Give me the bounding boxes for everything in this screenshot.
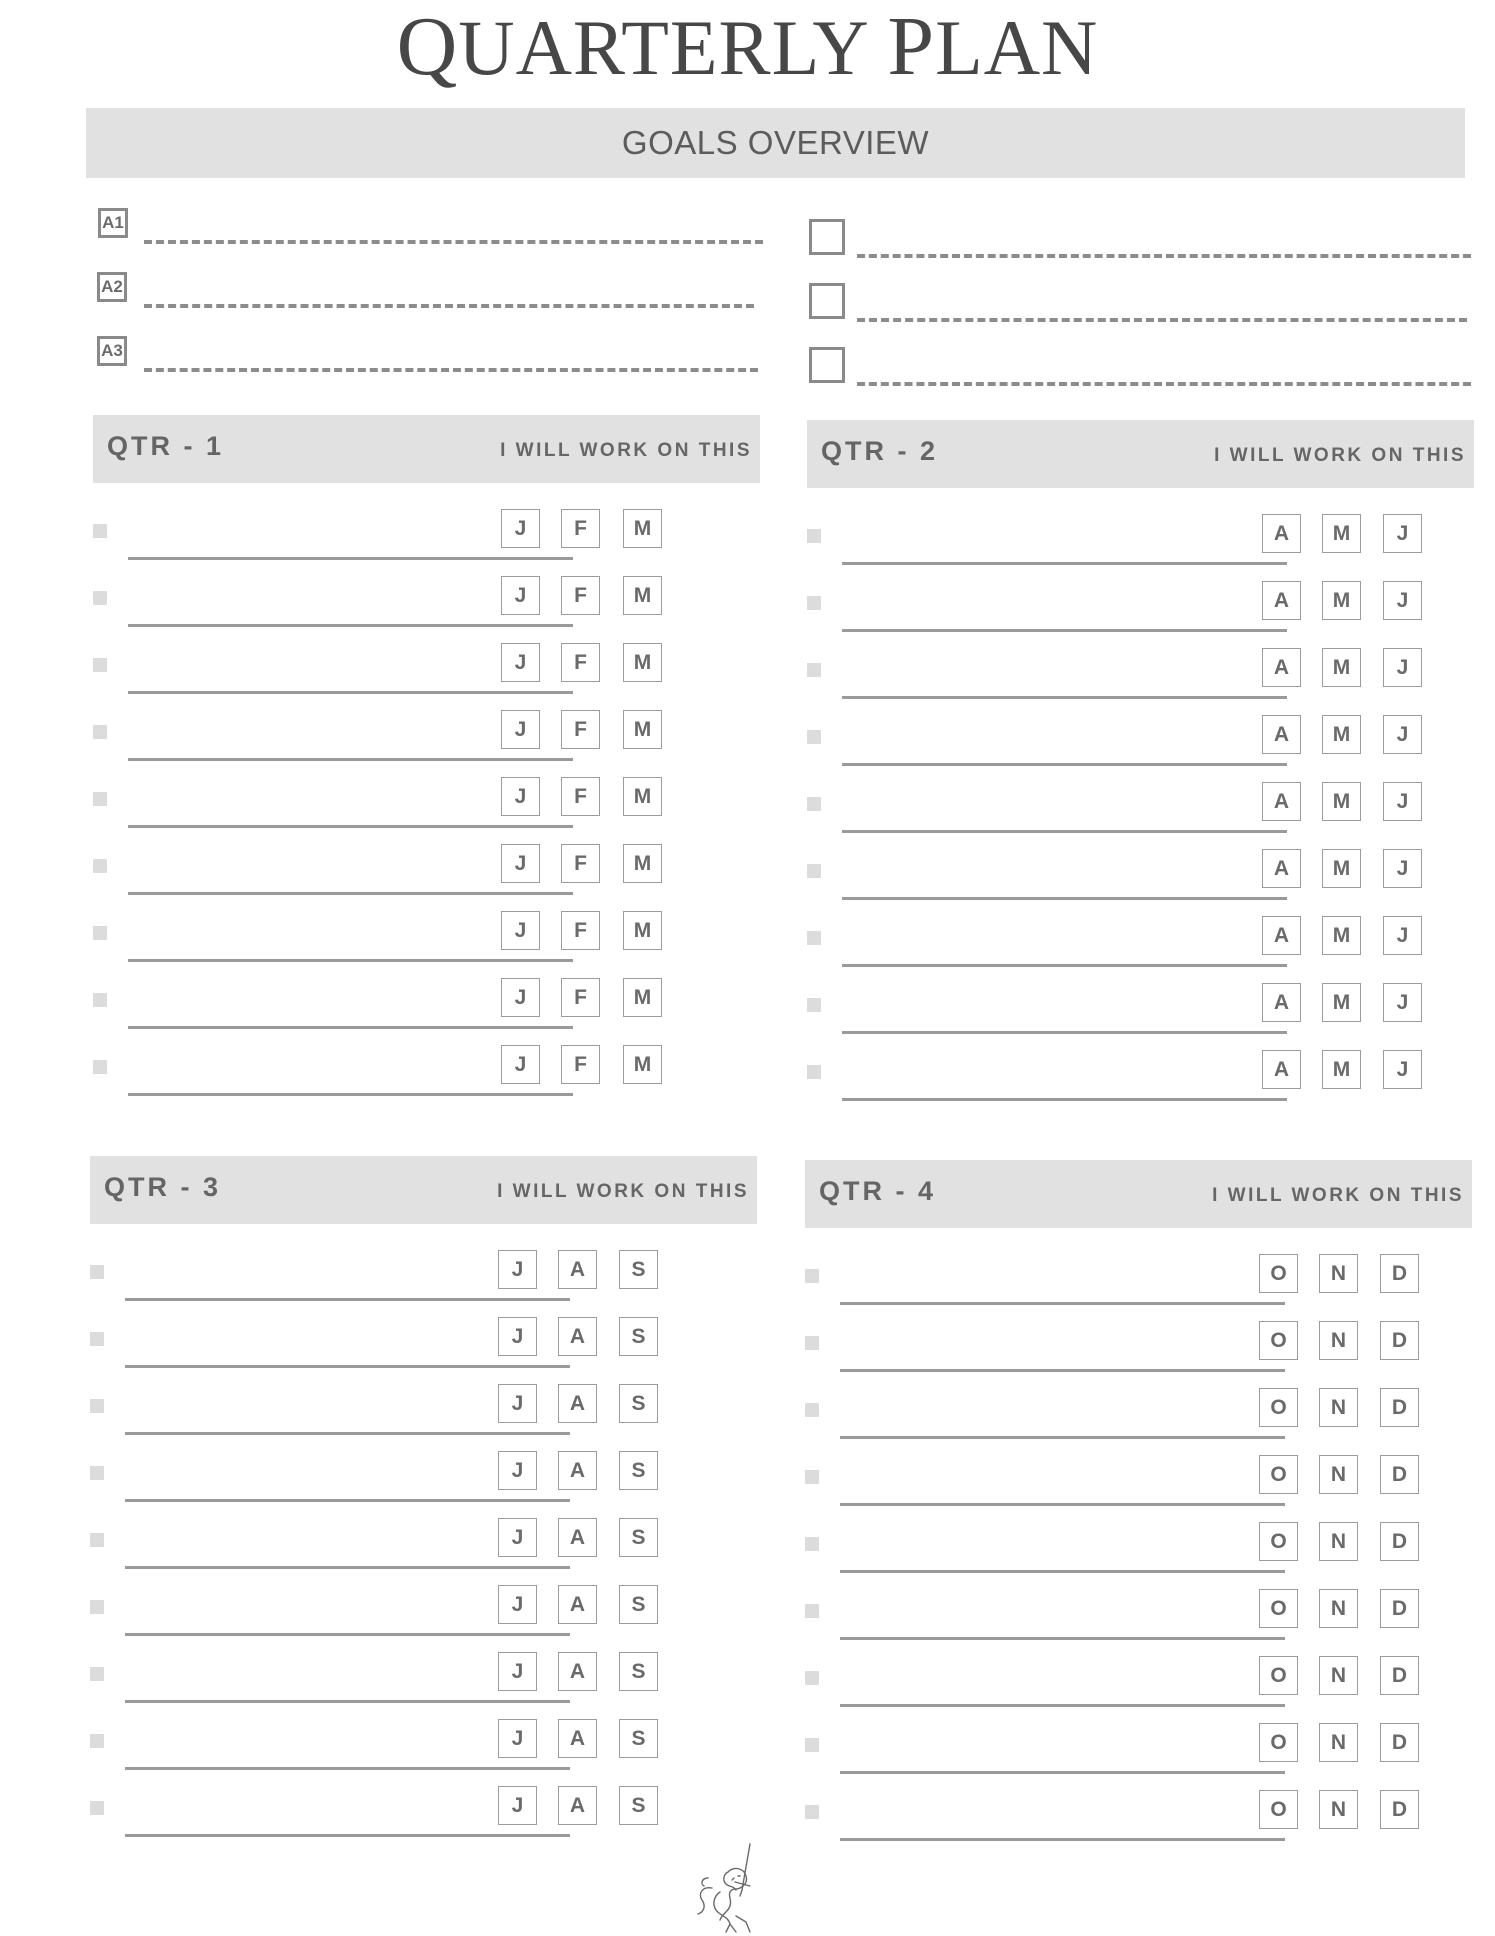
goal-checkbox[interactable]	[809, 283, 845, 319]
task-row[interactable]	[805, 1526, 1472, 1593]
task-input-line[interactable]	[125, 1700, 570, 1703]
month-checkbox[interactable]: F	[561, 911, 600, 950]
month-checkbox[interactable]: O	[1259, 1656, 1298, 1695]
month-checkbox[interactable]: A	[1262, 514, 1301, 553]
month-checkbox[interactable]: A	[1262, 983, 1301, 1022]
task-row[interactable]	[90, 1589, 757, 1656]
goal-checkbox-a2[interactable]: A2	[97, 272, 127, 302]
month-checkbox[interactable]: F	[561, 1045, 600, 1084]
month-checkbox[interactable]: N	[1319, 1455, 1358, 1494]
goal-input-line[interactable]	[144, 304, 754, 308]
task-input-line[interactable]	[128, 959, 573, 962]
month-checkbox[interactable]: J	[1383, 916, 1422, 955]
task-checkbox[interactable]	[90, 1332, 104, 1346]
month-checkbox[interactable]: O	[1259, 1388, 1298, 1427]
month-checkbox[interactable]: F	[561, 777, 600, 816]
month-checkbox[interactable]: A	[558, 1384, 597, 1423]
title-part-lan: LAN	[935, 4, 1099, 91]
month-checkbox[interactable]: D	[1380, 1455, 1419, 1494]
month-checkbox[interactable]: S	[619, 1585, 658, 1624]
month-checkbox[interactable]: A	[558, 1719, 597, 1758]
month-checkbox[interactable]: F	[561, 844, 600, 883]
goal-row-right-2[interactable]	[809, 283, 1474, 323]
month-checkbox[interactable]: M	[1322, 983, 1361, 1022]
month-checkbox[interactable]: A	[558, 1451, 597, 1490]
task-input-line[interactable]	[840, 1838, 1285, 1841]
quarter-title: QTR - 3	[104, 1172, 222, 1202]
task-checkbox[interactable]	[90, 1265, 104, 1279]
task-row[interactable]	[93, 848, 760, 915]
task-row[interactable]	[93, 647, 760, 714]
month-checkbox[interactable]: A	[1262, 648, 1301, 687]
goals-overview-label: GOALS OVERVIEW	[621, 124, 930, 161]
month-checkbox[interactable]: J	[1383, 983, 1422, 1022]
task-checkbox[interactable]	[805, 1336, 819, 1350]
month-checkbox[interactable]: N	[1319, 1790, 1358, 1829]
month-checkbox[interactable]: O	[1259, 1790, 1298, 1829]
goal-row-right-3[interactable]	[809, 347, 1474, 387]
quarter-subtitle: I WILL WORK ON THIS	[497, 1181, 749, 1202]
month-checkbox[interactable]: M	[623, 576, 662, 615]
task-input-line[interactable]	[842, 1098, 1287, 1101]
task-input-line[interactable]	[125, 1499, 570, 1502]
month-checkbox[interactable]: D	[1380, 1723, 1419, 1762]
title-part-uarterly: UARTERLY	[458, 4, 888, 91]
task-row[interactable]	[93, 781, 760, 848]
month-checkbox[interactable]: M	[623, 509, 662, 548]
task-row[interactable]	[807, 920, 1474, 987]
task-checkbox[interactable]	[805, 1537, 819, 1551]
task-checkbox[interactable]	[90, 1533, 104, 1547]
lion-rampant-with-sword-icon	[690, 1842, 800, 1936]
task-input-line[interactable]	[840, 1436, 1285, 1439]
month-checkbox[interactable]: S	[619, 1250, 658, 1289]
month-checkbox[interactable]: M	[623, 777, 662, 816]
month-checkbox[interactable]: S	[619, 1518, 658, 1557]
task-row[interactable]	[90, 1522, 757, 1589]
month-checkbox[interactable]: M	[623, 1045, 662, 1084]
month-checkbox[interactable]: A	[558, 1250, 597, 1289]
task-row[interactable]	[93, 915, 760, 982]
month-checkbox[interactable]: M	[623, 643, 662, 682]
month-checkbox[interactable]: J	[1383, 715, 1422, 754]
month-checkbox[interactable]: J	[498, 1451, 537, 1490]
task-checkbox[interactable]	[807, 797, 821, 811]
goal-input-line[interactable]	[144, 368, 758, 372]
month-checkbox[interactable]: F	[561, 643, 600, 682]
goal-checkbox-a1[interactable]: A1	[98, 208, 128, 238]
month-checkbox[interactable]: N	[1319, 1254, 1358, 1293]
goal-row-right-1[interactable]	[809, 219, 1474, 259]
month-checkbox[interactable]: A	[558, 1786, 597, 1825]
month-checkbox[interactable]: J	[498, 1317, 537, 1356]
task-checkbox[interactable]	[805, 1738, 819, 1752]
task-checkbox[interactable]	[93, 859, 107, 873]
month-checkbox[interactable]: M	[1322, 648, 1361, 687]
task-checkbox[interactable]	[805, 1805, 819, 1819]
quarter-title: QTR - 1	[107, 431, 225, 461]
task-row[interactable]	[90, 1388, 757, 1455]
month-checkbox[interactable]: M	[623, 911, 662, 950]
month-checkbox[interactable]: N	[1319, 1321, 1358, 1360]
month-checkbox[interactable]: J	[501, 1045, 540, 1084]
month-checkbox[interactable]: M	[1322, 1050, 1361, 1089]
goal-input-line[interactable]	[857, 254, 1471, 258]
task-checkbox[interactable]	[90, 1466, 104, 1480]
month-checkbox[interactable]: J	[501, 509, 540, 548]
task-row[interactable]	[90, 1723, 757, 1790]
task-checkbox[interactable]	[807, 596, 821, 610]
task-input-line[interactable]	[842, 830, 1287, 833]
month-checkbox[interactable]: J	[501, 643, 540, 682]
task-row[interactable]	[805, 1459, 1472, 1526]
task-input-line[interactable]	[125, 1566, 570, 1569]
task-row[interactable]	[807, 719, 1474, 786]
task-row[interactable]	[90, 1656, 757, 1723]
month-checkbox[interactable]: J	[498, 1384, 537, 1423]
task-input-line[interactable]	[840, 1704, 1285, 1707]
month-checkbox[interactable]: O	[1259, 1589, 1298, 1628]
quarter-subtitle: I WILL WORK ON THIS	[1214, 445, 1466, 466]
task-checkbox[interactable]	[90, 1399, 104, 1413]
task-input-line[interactable]	[840, 1302, 1285, 1305]
task-input-line[interactable]	[125, 1834, 570, 1837]
goal-input-line[interactable]	[857, 382, 1471, 386]
task-checkbox[interactable]	[90, 1667, 104, 1681]
page-title	[0, 2, 1495, 93]
month-checkbox[interactable]: J	[498, 1518, 537, 1557]
month-checkbox[interactable]: A	[1262, 782, 1301, 821]
task-row[interactable]	[90, 1455, 757, 1522]
task-row[interactable]	[807, 1054, 1474, 1121]
quarter-1-section	[93, 415, 760, 1076]
month-checkbox[interactable]: N	[1319, 1388, 1358, 1427]
month-checkbox[interactable]: A	[558, 1317, 597, 1356]
month-checkbox[interactable]: J	[1383, 648, 1422, 687]
quarter-2-section	[807, 420, 1474, 1081]
task-checkbox[interactable]	[807, 998, 821, 1012]
month-checkbox[interactable]: J	[1383, 1050, 1422, 1089]
task-input-line[interactable]	[128, 825, 573, 828]
task-input-line[interactable]	[842, 629, 1287, 632]
task-row[interactable]	[807, 585, 1474, 652]
task-input-line[interactable]	[128, 691, 573, 694]
task-input-line[interactable]	[125, 1298, 570, 1301]
title-initial-q: Q	[396, 0, 459, 93]
task-checkbox[interactable]	[807, 864, 821, 878]
task-row[interactable]	[805, 1325, 1472, 1392]
goal-row-a1[interactable]	[98, 208, 763, 248]
task-input-line[interactable]	[840, 1637, 1285, 1640]
quarter-subtitle: I WILL WORK ON THIS	[500, 440, 752, 461]
month-checkbox[interactable]: N	[1319, 1723, 1358, 1762]
month-checkbox[interactable]: F	[561, 509, 600, 548]
task-row[interactable]	[90, 1790, 757, 1857]
goal-input-line[interactable]	[857, 318, 1467, 322]
task-checkbox[interactable]	[93, 792, 107, 806]
task-input-line[interactable]	[125, 1365, 570, 1368]
month-checkbox[interactable]: N	[1319, 1656, 1358, 1695]
task-input-line[interactable]	[128, 758, 573, 761]
month-checkbox[interactable]: O	[1259, 1321, 1298, 1360]
task-checkbox[interactable]	[93, 524, 107, 538]
task-input-line[interactable]	[125, 1633, 570, 1636]
goal-row-a3[interactable]	[97, 336, 762, 376]
month-checkbox[interactable]: N	[1319, 1522, 1358, 1561]
month-checkbox[interactable]: D	[1380, 1656, 1419, 1695]
task-checkbox[interactable]	[90, 1801, 104, 1815]
quarter-2-header	[807, 420, 1474, 488]
month-checkbox[interactable]: D	[1380, 1790, 1419, 1829]
task-checkbox[interactable]	[93, 725, 107, 739]
quarter-title: QTR - 4	[819, 1176, 937, 1206]
month-checkbox[interactable]: J	[498, 1585, 537, 1624]
month-checkbox[interactable]: D	[1380, 1254, 1419, 1293]
task-input-line[interactable]	[128, 1093, 573, 1096]
month-checkbox[interactable]: M	[623, 710, 662, 749]
goal-checkbox[interactable]	[809, 347, 845, 383]
task-checkbox[interactable]	[93, 1060, 107, 1074]
task-row[interactable]	[93, 982, 760, 1049]
task-input-line[interactable]	[842, 1031, 1287, 1034]
month-checkbox[interactable]: J	[1383, 581, 1422, 620]
task-row[interactable]	[90, 1254, 757, 1321]
quarter-1-header	[93, 415, 760, 483]
task-checkbox[interactable]	[93, 658, 107, 672]
goal-checkbox[interactable]	[809, 219, 845, 255]
month-checkbox[interactable]: A	[558, 1652, 597, 1691]
task-checkbox[interactable]	[93, 926, 107, 940]
task-checkbox[interactable]	[93, 993, 107, 1007]
task-row[interactable]	[805, 1727, 1472, 1794]
goals-overview-header	[86, 108, 1465, 178]
task-input-line[interactable]	[840, 1771, 1285, 1774]
task-row[interactable]	[805, 1392, 1472, 1459]
task-input-line[interactable]	[842, 897, 1287, 900]
task-input-line[interactable]	[840, 1369, 1285, 1372]
task-input-line[interactable]	[842, 763, 1287, 766]
month-checkbox[interactable]: J	[501, 710, 540, 749]
month-checkbox[interactable]: D	[1380, 1522, 1419, 1561]
month-checkbox[interactable]: J	[498, 1250, 537, 1289]
month-checkbox[interactable]: D	[1380, 1388, 1419, 1427]
task-input-line[interactable]	[125, 1432, 570, 1435]
task-checkbox[interactable]	[93, 591, 107, 605]
task-checkbox[interactable]	[90, 1600, 104, 1614]
month-checkbox[interactable]: J	[498, 1719, 537, 1758]
month-checkbox[interactable]: A	[558, 1518, 597, 1557]
month-checkbox[interactable]: J	[498, 1786, 537, 1825]
month-checkbox[interactable]: A	[1262, 1050, 1301, 1089]
task-row[interactable]	[807, 786, 1474, 853]
month-checkbox[interactable]: J	[1383, 514, 1422, 553]
task-row[interactable]	[93, 580, 760, 647]
task-checkbox[interactable]	[805, 1470, 819, 1484]
goal-row-a2[interactable]	[97, 272, 762, 312]
task-row[interactable]	[807, 853, 1474, 920]
task-row[interactable]	[807, 987, 1474, 1054]
month-checkbox[interactable]: N	[1319, 1589, 1358, 1628]
task-row[interactable]	[805, 1593, 1472, 1660]
month-checkbox[interactable]: F	[561, 978, 600, 1017]
task-row[interactable]	[93, 1049, 760, 1116]
month-checkbox[interactable]: J	[1383, 849, 1422, 888]
quarter-title: QTR - 2	[821, 436, 939, 466]
task-input-line[interactable]	[842, 562, 1287, 565]
task-row[interactable]	[93, 513, 760, 580]
month-checkbox[interactable]: S	[619, 1451, 658, 1490]
quarter-4-header	[805, 1160, 1472, 1228]
task-row[interactable]	[805, 1258, 1472, 1325]
task-input-line[interactable]	[842, 964, 1287, 967]
month-checkbox[interactable]: O	[1259, 1723, 1298, 1762]
task-input-line[interactable]	[125, 1767, 570, 1770]
month-checkbox[interactable]: J	[501, 978, 540, 1017]
title-initial-p: P	[887, 0, 936, 93]
month-checkbox[interactable]: A	[1262, 849, 1301, 888]
month-checkbox[interactable]: A	[558, 1585, 597, 1624]
month-checkbox[interactable]: M	[1322, 849, 1361, 888]
task-input-line[interactable]	[128, 1026, 573, 1029]
month-checkbox[interactable]: M	[1322, 916, 1361, 955]
month-checkbox[interactable]: J	[498, 1652, 537, 1691]
task-checkbox[interactable]	[805, 1604, 819, 1618]
month-checkbox[interactable]: J	[501, 911, 540, 950]
month-checkbox[interactable]: S	[619, 1786, 658, 1825]
month-checkbox[interactable]: F	[561, 710, 600, 749]
month-checkbox[interactable]: A	[1262, 581, 1301, 620]
task-checkbox[interactable]	[805, 1269, 819, 1283]
month-checkbox[interactable]: J	[501, 844, 540, 883]
task-checkbox[interactable]	[807, 730, 821, 744]
month-checkbox[interactable]: M	[1322, 715, 1361, 754]
goal-checkbox-a3[interactable]: A3	[97, 336, 127, 366]
month-checkbox[interactable]: J	[501, 777, 540, 816]
month-checkbox[interactable]: S	[619, 1317, 658, 1356]
task-input-line[interactable]	[128, 892, 573, 895]
task-input-line[interactable]	[842, 696, 1287, 699]
task-checkbox[interactable]	[807, 931, 821, 945]
task-checkbox[interactable]	[90, 1734, 104, 1748]
task-checkbox[interactable]	[807, 1065, 821, 1079]
task-row[interactable]	[805, 1660, 1472, 1727]
task-input-line[interactable]	[840, 1570, 1285, 1573]
month-checkbox[interactable]: M	[1322, 782, 1361, 821]
month-checkbox[interactable]: S	[619, 1719, 658, 1758]
task-row[interactable]	[90, 1321, 757, 1388]
month-checkbox[interactable]: J	[501, 576, 540, 615]
task-input-line[interactable]	[128, 557, 573, 560]
month-checkbox[interactable]: D	[1380, 1589, 1419, 1628]
month-checkbox[interactable]: A	[1262, 715, 1301, 754]
quarter-subtitle: I WILL WORK ON THIS	[1212, 1185, 1464, 1206]
month-checkbox[interactable]: O	[1259, 1254, 1298, 1293]
quarter-3-header	[90, 1156, 757, 1224]
task-row[interactable]	[807, 652, 1474, 719]
task-input-line[interactable]	[840, 1503, 1285, 1506]
month-checkbox[interactable]: O	[1259, 1455, 1298, 1494]
task-checkbox[interactable]	[807, 529, 821, 543]
month-checkbox[interactable]: M	[623, 844, 662, 883]
month-checkbox[interactable]: D	[1380, 1321, 1419, 1360]
goal-input-line[interactable]	[144, 240, 763, 244]
task-row[interactable]	[93, 714, 760, 781]
month-checkbox[interactable]: S	[619, 1652, 658, 1691]
task-row[interactable]	[807, 518, 1474, 585]
task-row[interactable]	[805, 1794, 1472, 1861]
month-checkbox[interactable]: M	[1322, 581, 1361, 620]
quarter-4-section	[805, 1160, 1472, 1821]
month-checkbox[interactable]: O	[1259, 1522, 1298, 1561]
month-checkbox[interactable]: S	[619, 1384, 658, 1423]
month-checkbox[interactable]: A	[1262, 916, 1301, 955]
month-checkbox[interactable]: M	[623, 978, 662, 1017]
task-checkbox[interactable]	[807, 663, 821, 677]
quarter-3-section	[90, 1156, 757, 1817]
task-checkbox[interactable]	[805, 1403, 819, 1417]
task-input-line[interactable]	[128, 624, 573, 627]
month-checkbox[interactable]: F	[561, 576, 600, 615]
task-checkbox[interactable]	[805, 1671, 819, 1685]
month-checkbox[interactable]: M	[1322, 514, 1361, 553]
month-checkbox[interactable]: J	[1383, 782, 1422, 821]
